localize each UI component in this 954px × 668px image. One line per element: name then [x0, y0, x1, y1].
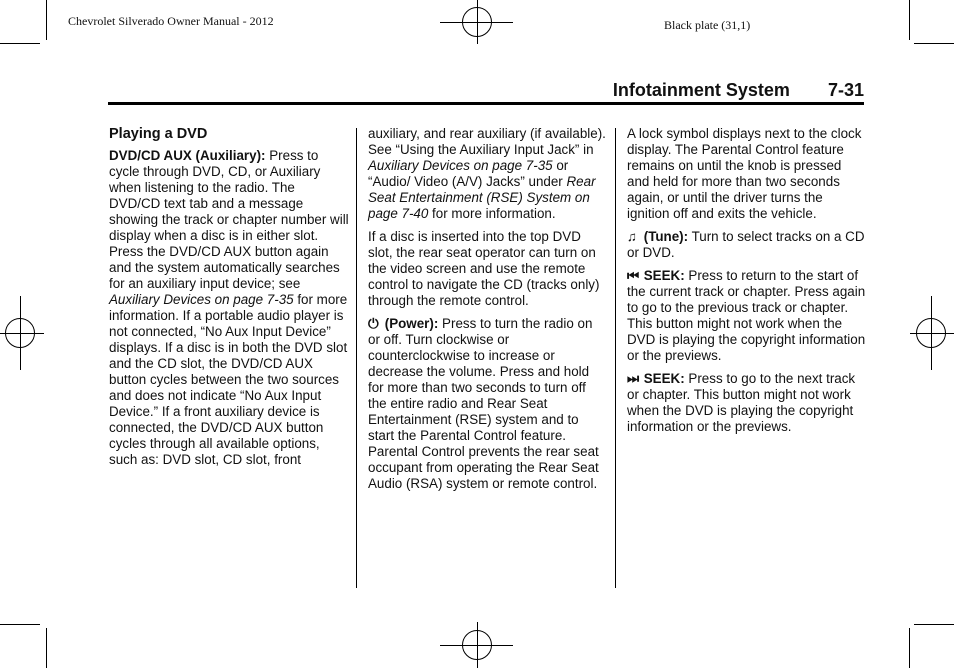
column-divider	[615, 128, 616, 588]
column-1	[109, 126, 349, 475]
crop-mark	[46, 628, 47, 668]
music-note-icon: ♫	[627, 229, 638, 244]
header-rule	[108, 102, 864, 105]
crop-mark	[0, 624, 40, 625]
dvd-cd-aux-label: DVD/CD AUX (Auxiliary):	[109, 148, 266, 163]
column-2	[368, 126, 606, 499]
manual-title-slug: Chevrolet Silverado Owner Manual - 2012	[68, 14, 274, 28]
seek-back-icon: ⏮	[627, 268, 640, 283]
paragraph: ♫ (Tune): Turn to select tracks on a CD or DVD.	[627, 229, 865, 260]
crop-mark	[914, 43, 954, 44]
seek-back-label: SEEK:	[643, 268, 685, 283]
column-divider	[356, 128, 357, 588]
paragraph: If a disc is inserted into the top DVD slot, the rear seat operator can turn on the video screen and use the remote control to navigate the CD (tracks only) through the remote control.	[368, 229, 600, 308]
power-label: (Power):	[384, 316, 439, 331]
page-header	[600, 80, 864, 101]
paragraph: auxiliary, and rear auxiliary (if available). See “Using the Auxiliary Input Jack” in Auxiliary Devices on page 7-35 or “Audio/ Video (A/V) Jacks” under Rear Seat Entertainment (RSE) System on page 7-40 for more information.	[368, 126, 606, 221]
section-title: Infotainment System	[612, 80, 790, 100]
paragraph: ⏮ SEEK: Press to return to the start of the current track or chapter. Press again to go to the previous track or chapter. This button might not work when the DVD is playing the copyright information or the previews.	[627, 268, 866, 363]
paragraph: A lock symbol displays next to the clock display. The Parental Control feature remains on until the knob is pressed and held for more than two seconds again, or until the driver turns the ignition off and exits the vehicle.	[627, 126, 862, 221]
crop-mark	[909, 628, 910, 668]
plate-slug: Black plate (31,1)	[664, 18, 751, 32]
cross-reference: Rear Seat Entertainment (RSE) System on page 7-40	[368, 174, 596, 221]
tune-label: (Tune):	[643, 229, 689, 244]
page-number: 7-31	[827, 80, 864, 100]
crop-mark	[914, 624, 954, 625]
section-heading: Playing a DVD	[109, 126, 208, 142]
paragraph: ⏻ (Power): Press to turn the radio on or off. Turn clockwise or counterclockwise to increase or decrease the volume. Press and hold for more than two seconds to turn off the entire radio and Rear Seat Entertainment (RSE) system and to start the Parental Control feature. Parental Control prevents the rear seat occupant from operating the Rear Seat Audio (RSA) system or remote control.	[368, 316, 599, 491]
paragraph: DVD/CD AUX (Auxiliary): Press to cycle through DVD, CD, or Auxiliary when listening to the radio. The DVD/CD text tab and a message showing the track or chapter number will display when a disc is in either slot. Press the DVD/CD AUX button again and the system automatically searches for an auxiliary input device; see Auxiliary Devices on page 7-35 for more information. If a portable audio player is not connected, “No Aux Input Device” displays. If a disc is in both the DVD slot and the CD slot, the DVD/CD AUX button cycles between the two sources and does not indicate “No Aux Input Device.” If a front auxiliary device is connected, the DVD/CD AUX button cycles through all available options, such as: DVD slot, CD slot, front	[109, 148, 349, 467]
power-icon: ⏻	[368, 316, 379, 331]
seek-forward-icon: ⏭	[627, 371, 640, 386]
cross-reference: Auxiliary Devices on page 7-35	[109, 292, 294, 307]
cross-reference: Auxiliary Devices on page 7-35	[368, 158, 553, 173]
seek-forward-label: SEEK:	[643, 371, 685, 386]
crop-mark	[46, 0, 47, 40]
crop-mark	[909, 0, 910, 40]
crop-mark	[0, 43, 40, 44]
paragraph: ⏭ SEEK: Press to go to the next track or chapter. This button might not work when the DVD is playing the copyright information or the previews.	[627, 371, 856, 434]
column-3	[627, 126, 867, 442]
